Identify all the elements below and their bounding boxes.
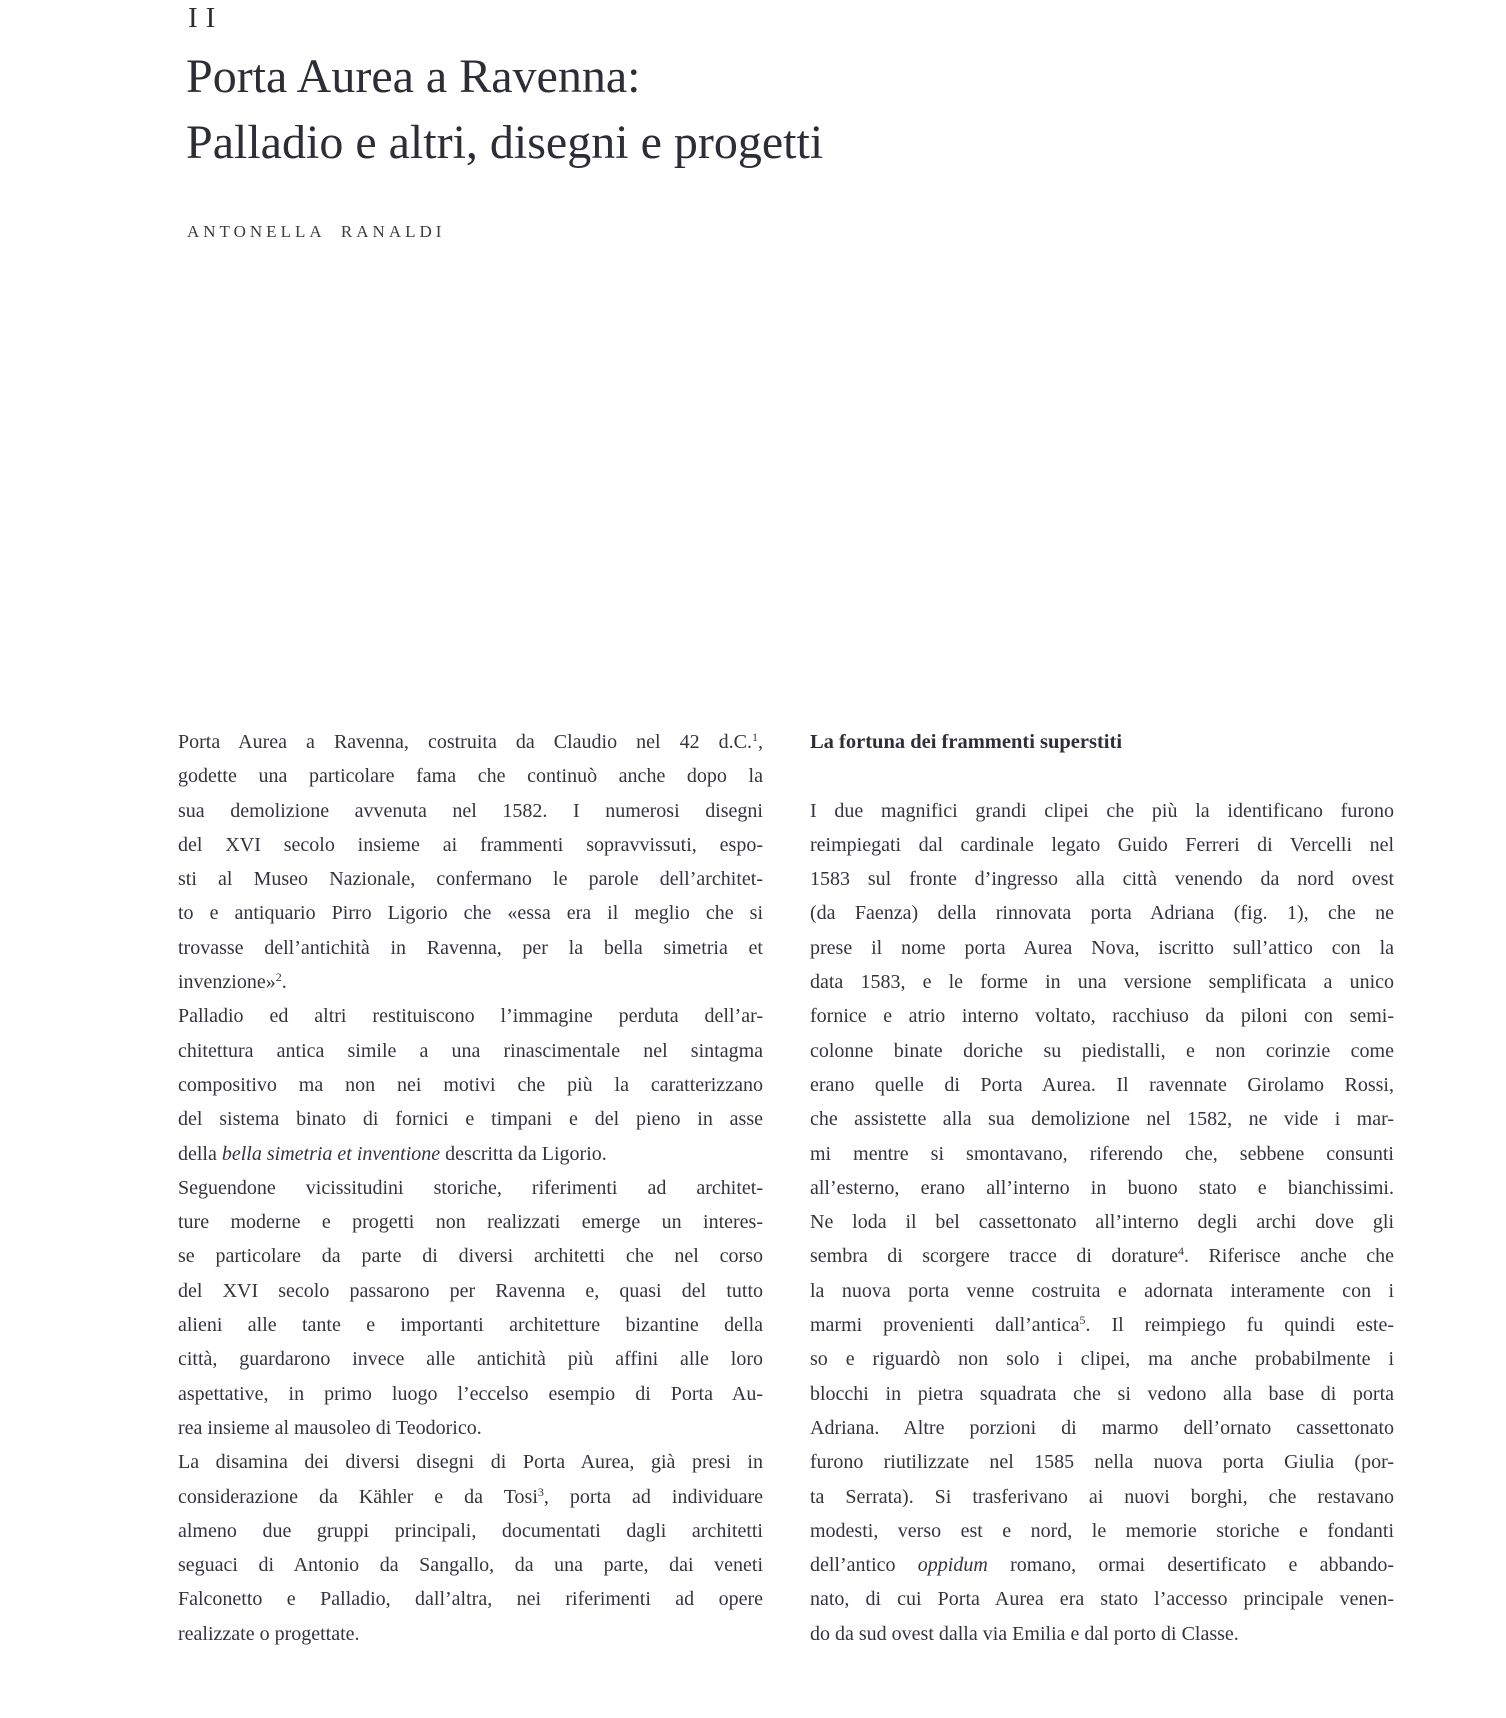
text-line: sua demolizione avvenuta nel 1582. I numerosi disegni	[178, 799, 763, 822]
right-column-body	[810, 794, 1394, 1651]
text-line: trovasse dell’antichità in Ravenna, per la bella simetria et	[178, 936, 763, 959]
text-line: marmi provenienti dall’antica$^5$. Il reimpiego fu quindi este-	[810, 1313, 1395, 1337]
text-line: considerazione da Kähler e da Tosi$^3$, porta ad individuare	[178, 1484, 763, 1508]
paragraph	[178, 1445, 763, 1651]
text-line: all’esterno, erano all’interno in buono stato e bianchissimi.	[810, 1176, 1394, 1199]
text-line: sembra di scorgere tracce di dorature$^4$. Riferisce anche che	[810, 1244, 1394, 1268]
text-line: città, guardarono invece alle antichità più affini alle loro	[178, 1348, 763, 1371]
text-line: prese il nome porta Aurea Nova, iscritto sull’attico con la	[810, 936, 1394, 959]
text-line: do da sud ovest dalla via Emilia e dal porto di Classe.	[810, 1622, 1239, 1645]
title-line-1: Porta Aurea a Ravenna:	[186, 50, 641, 103]
text-line: Palladio ed altri restituiscono l’immagine perduta dell’ar-	[178, 1005, 763, 1028]
paragraph	[178, 999, 763, 1170]
text-line: Porta Aurea a Ravenna, costruita da Claudio nel 42 d.C.$^1$,	[178, 730, 763, 753]
text-line: del XVI secolo insieme ai frammenti sopravvissuti, espo-	[178, 833, 763, 856]
title-line-2: Palladio e altri, disegni e progetti	[186, 116, 824, 169]
text-line: almeno due gruppi principali, documentati dagli architetti	[178, 1519, 763, 1542]
text-line: dell’antico oppidum romano, ormai desertificato e abbando-	[810, 1554, 1394, 1577]
footnote-reference: 4	[1177, 1244, 1184, 1259]
text-line: alieni alle tante e importanti architetture bizantine della	[178, 1314, 763, 1337]
text-line: Adriana. Altre porzioni di marmo dell’ornato cassettonato	[810, 1416, 1394, 1439]
footnote-reference: 2	[275, 970, 282, 985]
text-line: to e antiquario Pirro Ligorio che «essa era il meglio che si	[178, 902, 763, 925]
text-line: del XVI secolo passarono per Ravenna e, quasi del tutto	[178, 1279, 763, 1302]
blank-line	[810, 759, 1394, 793]
text-line: invenzione»$^2$.	[178, 970, 287, 994]
text-line: Seguendone vicissitudini storiche, riferimenti ad architet-	[178, 1176, 763, 1199]
left-text-column	[178, 725, 763, 1651]
text-line: colonne binate doriche su piedistalli, e non corinzie come	[810, 1039, 1394, 1062]
text-line: realizzate o progettate.	[178, 1622, 360, 1645]
text-line: della bella simetria et inventione descritta da Ligorio.	[178, 1142, 607, 1165]
text-line: (da Faenza) della rinnovata porta Adriana (fig. 1), che ne	[810, 902, 1394, 925]
text-line: ture moderne e progetti non realizzati emerge un interes-	[178, 1211, 763, 1234]
text-line: la nuova porta venne costruita e adornata interamente con i	[810, 1279, 1394, 1302]
text-line: se particolare da parte di diversi architetti che nel corso	[178, 1245, 763, 1268]
text-line: del sistema binato di fornici e timpani e del pieno in asse	[178, 1108, 763, 1131]
text-line: che assistette alla sua demolizione nel 1582, ne vide i mar-	[810, 1108, 1394, 1131]
text-line: I due magnifici grandi clipei che più la identificano furono	[810, 799, 1394, 822]
text-line: so e riguardò non solo i clipei, ma anche probabilmente i	[810, 1348, 1394, 1371]
footnote-reference: 1	[752, 730, 758, 744]
paragraph	[178, 725, 763, 999]
section-heading: La fortuna dei frammenti superstiti	[810, 731, 1123, 753]
page-title	[186, 44, 823, 176]
text-line: fornice e atrio interno voltato, racchiuso da piloni con semi-	[810, 1005, 1394, 1028]
text-line: nato, di cui Porta Aurea era stato l’accesso principale venen-	[810, 1588, 1394, 1611]
text-line: 1583 sul fronte d’ingresso alla città venendo da nord ovest	[810, 868, 1394, 891]
text-line: reimpiegati dal cardinale legato Guido Ferreri di Vercelli nel	[810, 833, 1394, 856]
text-line: aspettative, in primo luogo l’eccelso esempio di Porta Au-	[178, 1382, 763, 1405]
text-line: ta Serrata). Si trasferivano ai nuovi borghi, che restavano	[810, 1485, 1394, 1508]
text-line: erano quelle di Porta Aurea. Il ravennate Girolamo Rossi,	[810, 1073, 1394, 1096]
text-line: blocchi in pietra squadrata che si vedono alla base di porta	[810, 1382, 1394, 1405]
text-line: godette una particolare fama che continuò anche dopo la	[178, 765, 763, 788]
footnote-reference: 3	[537, 1484, 544, 1499]
text-line: compositivo ma non nei motivi che più la caratterizzano	[178, 1073, 763, 1096]
paragraph	[810, 794, 1394, 1651]
text-line: modesti, verso est e nord, le memorie storiche e fondanti	[810, 1519, 1394, 1542]
footnote-reference: 5	[1079, 1313, 1086, 1328]
right-text-column	[810, 725, 1394, 1651]
author-byline: ANTONELLA RANALDI	[187, 222, 446, 241]
text-line: sti al Museo Nazionale, confermano le parole dell’architet-	[178, 868, 763, 891]
text-line: rea insieme al mausoleo di Teodorico.	[178, 1416, 482, 1439]
paragraph	[178, 1171, 763, 1445]
text-line: seguaci di Antonio da Sangallo, da una parte, dai veneti	[178, 1554, 763, 1577]
text-line: Falconetto e Palladio, dall’altra, nei riferimenti ad opere	[178, 1588, 763, 1611]
text-line: data 1583, e le forme in una versione semplificata a unico	[810, 971, 1394, 994]
text-line: chitettura antica simile a una rinascimentale nel sintagma	[178, 1039, 763, 1062]
text-line: furono riutilizzate nel 1585 nella nuova porta Giulia (por-	[810, 1451, 1394, 1474]
text-line: La disamina dei diversi disegni di Porta Aurea, già presi in	[178, 1451, 763, 1474]
text-line: Ne loda il bel cassettonato all’interno degli archi dove gli	[810, 1211, 1394, 1234]
text-line: mi mentre si smontavano, riferendo che, sebbene consunti	[810, 1142, 1394, 1165]
chapter-number: II	[188, 2, 224, 34]
